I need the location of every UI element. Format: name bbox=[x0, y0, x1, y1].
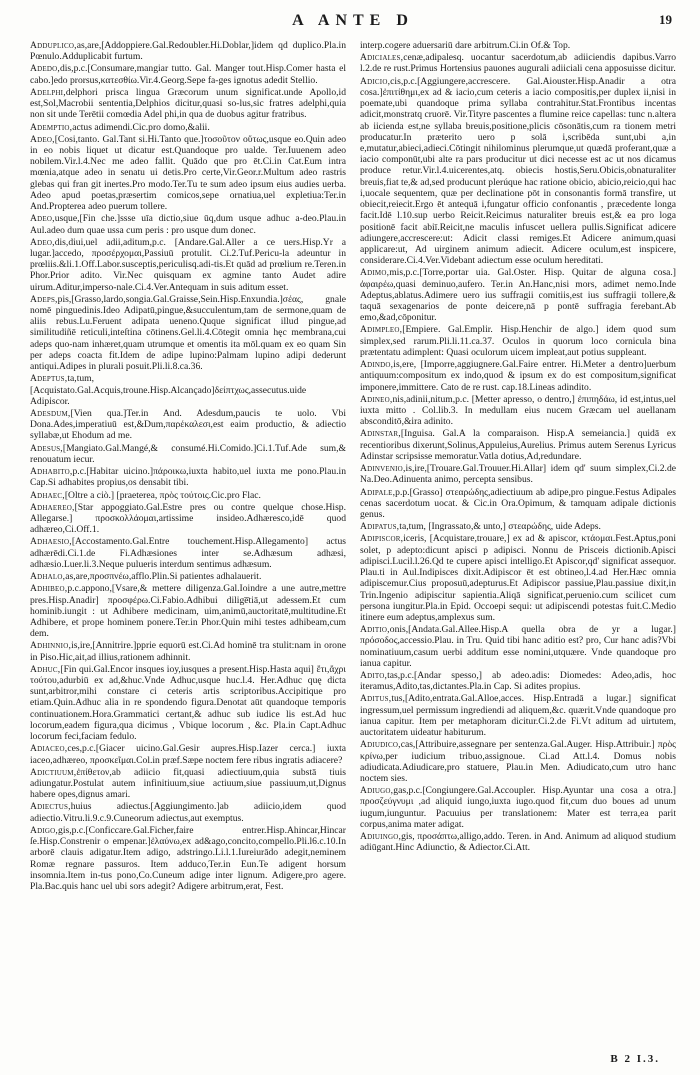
entry-headword: Adedo, bbox=[30, 63, 60, 75]
dictionary-entry bbox=[360, 76, 676, 267]
entry-text: dis,diui,uel adii,aditum,p.c. [Andare.Gal.Aller a ce uers.Hisp.Yr a lugar.]accedo, προσέρχομαι,Passiuū protulit. Ci.2.Tuf.Pericu-la adeuntur in prœliis.&li.1.Off.Labor.susceptis,periculisq.adi-tis.Et quād ad prœlium re.Teren.in Phor.Prior adito. Vir.Nec quisquam ex agmine tanto Audet adire uirum.Aditur,imperso-nale.Ci.4.Ver.Antequam in suis aditum esset. bbox=[30, 236, 346, 293]
entry-headword: Aditus, bbox=[360, 693, 392, 705]
dictionary-entry bbox=[30, 490, 346, 501]
dictionary-entry bbox=[360, 267, 676, 323]
entry-headword: Adiudico, bbox=[360, 739, 401, 751]
entry-headword: Adeptus, bbox=[30, 373, 68, 385]
entry-headword: Adicio, bbox=[360, 75, 391, 87]
dictionary-entry bbox=[360, 624, 676, 669]
dictionary-entry bbox=[30, 571, 346, 582]
entry-headword: Adiuingo, bbox=[360, 831, 402, 843]
entry-text: gas,p.c.[Congiungere.Gal.Accoupler. Hisp.Ayuntar una cosa a otra.] προσζεύγνυμι ,ad aliquid iungo,iuxta iugo.quod fit,cum duo boues ad unum iugum,iunguntur. Pacuuius per translationem: Mater est terra,ea parit corpus,anima mater adigat. bbox=[360, 785, 676, 830]
entry-headword: Adhuc, bbox=[30, 663, 61, 675]
entry-headword: Adipatus, bbox=[360, 521, 400, 533]
entry-headword: Adhinnio, bbox=[30, 640, 72, 652]
entry-headword: Adhaereo, bbox=[30, 501, 75, 513]
entry-headword: Adiugo, bbox=[360, 785, 394, 797]
entry-text: pis,[Grasso,lardo,songia.Gal.Graisse,Sein.Hisp.Enxundia.]σέας, gnale nomē pinguedinis.Ideo Adipatū,pingue,&succulentum,tam de sermone,quam de aliis rebus.Lu.Feruent adipata ueneno.Quque significat illud pingue,ad similitudiñē reticuli,inteſtina cōtinens.Gel.li.4.Cōtegit omnia hęc membrana,cui adeps quo-nam inhæret,quam utrumque et omentis ita mōl.quam ex eo quam Sin per adeps coacta fit.Idem de adipe lupino:Palmam lupino adipi dederunt antiqui.Adipes in plurali posuit.Pli.li.8.ca.36. bbox=[30, 293, 346, 373]
entry-headword: Aditio, bbox=[360, 624, 390, 636]
dictionary-entry bbox=[30, 443, 346, 465]
signature-mark: B 2 I.3. bbox=[610, 1053, 660, 1065]
entry-text: [Star appoggiato.Gal.Estre pres ou contre quelque chose.Hisp. Allegarse.] προσκολλάομαι,artissime insideo.Adhæresco,idē quod adhæreo,Ci.Off.1. bbox=[30, 501, 346, 536]
entry-text: as,are,[Addoppiere.Gal.Redoubler.Hi.Doblar,]idem qd duplico.Pla.in Pœnulo.Adduplicabit furtum. bbox=[30, 40, 346, 63]
entry-headword: Adinstar, bbox=[360, 428, 401, 440]
entry-text: p.p.[Grasso] στεαρώδης,adiectiuum ab adipe,pro pingue.Festus Adipales cenas sacerdotum uocat. & Cic.in Ora.Opimum, & tamquam adipale dictionis genus. bbox=[360, 486, 676, 520]
entry-headword: Adhabito, bbox=[30, 466, 73, 478]
dictionary-entry bbox=[30, 237, 346, 293]
dictionary-entry bbox=[30, 63, 346, 85]
dictionary-entry bbox=[30, 743, 346, 765]
dictionary-entry bbox=[360, 487, 676, 521]
entry-headword: Adhaec, bbox=[30, 489, 65, 501]
entry-text: [Fin qui.Gal.Encor insques ioy,iusques a present.Hisp.Hasta aqui] ἔτι,ἄχρι τούτου,adurbiū ex ad,&huc.Vnde Adhuc,usque huc.l.4. Her.Adhuc quę dicta sunt,arbitror,mihi constare ci ceteris artis scriptoribus.Accipitique pro etiam.Quin.Adhuc alia in re spondendo figura.Denotat aūt quandoque temporis continuationem.Hora.Grammatici certant,& adhuc sub iudice lis est.Ad huc locorum,eadem figura,qua dicimus , Vbique locorum , &c. Pla.in Capt.Adhuc locorum feci,faciam fedulo. bbox=[30, 663, 346, 743]
dictionary-entry bbox=[30, 502, 346, 536]
dictionary-entry bbox=[30, 40, 346, 62]
dictionary-entry bbox=[30, 664, 346, 743]
entry-headword: Adhalo, bbox=[30, 571, 66, 583]
dictionary-entry bbox=[360, 463, 676, 485]
entry-text: [Vien qua.]Ter.in And. Adesdum,paucis te uolo. Vbi Dona.Ades,imperatiuū est,&Dum,παρέκαλεσι,est eaim productio, & adiectio syllabæ,ut Ehodum ad me. bbox=[30, 408, 346, 442]
dictionary-entry bbox=[30, 373, 346, 407]
entry-text: nis,adinii,nitum,p.c. [Metter apresso, o dentro,] ἐπιπηδάω, id est,intus,uel iuxta mitto . Col.lib.3. In medullam eius nucem Græcam uel auellanam absconditō,&ira adinito. bbox=[360, 393, 676, 428]
dictionary-entry bbox=[360, 533, 676, 623]
dictionary-entry bbox=[30, 134, 346, 213]
entry-text: tus,[Adito,entrata.Gal.Alloe,acces. Hisp.Entradā a lugar.] significat ingressum,uel permissum ingrediendi ad aliquem,&c. quærit.Vnde quandoque pro ianua capitur. Item per metaphoram dicitur.Ci.2.de Fi.Vt aditum ad uirtutem, auctoritatem uideatur habiturum. bbox=[360, 693, 676, 739]
dictionary-entry bbox=[30, 801, 346, 823]
entry-headword: Adindo, bbox=[360, 359, 394, 371]
entry-headword: Adinvenio, bbox=[360, 463, 406, 475]
dictionary-entry bbox=[360, 521, 676, 532]
entry-headword: Adeps, bbox=[30, 293, 58, 305]
entry-text: [Empiere. Gal.Emplir. Hisp.Henchir de algo.] idem quod sum simplex,sed rarum.Pli.li.11.ca.37. Oculos in quorum loco cornicula bina prætentatu adimplent: Quasi oculorum uicem impleat,aut potius suppleant. bbox=[360, 324, 676, 358]
dictionary-entry bbox=[30, 536, 346, 570]
dictionary-entry bbox=[360, 693, 676, 738]
entry-headword: Adeo, bbox=[30, 213, 55, 225]
entry-headword: Adeo, bbox=[30, 133, 55, 145]
entry-text: is,ire,[Trouare.Gal.Trouuer.Hi.Allar] idem qd' suum simplex,Ci.2.de Na.Deo.Adinuenta animo, percepta sensibus. bbox=[360, 463, 676, 486]
entry-text: p.c.appono,[Vsare,& mettere diligenza.Gal.Ioindre a une autre,mettre pres.Hisp.Anadir] προσφέρω.Ci.Fabio.Adhibui dilige̅tiā,ut adessem.Et cum hominib.iungit : ut Adhibere medicinam, uim,animū,auctoritatē,multitudine.Et Adhibere, et prope hominem ponere.Ter.in Phor.Quin mihi testes adhibeam,cum dem. bbox=[30, 583, 346, 640]
entry-text: ces,p.c.[Giacer uicino.Gal.Gesir aupres.Hisp.Iazer cerca.] iuxta iaceo,adhæreo, προσκεῖμαι.Col.in præf.Sæpe noctem fere ribus ingratis adiacere? bbox=[30, 743, 346, 766]
entry-text: cas,[Attribuire,assegnare per sentenza.Gal.Auger. Hisp.Attribuir.] πρὸς κρίνω,per iudicium tribuo,assignoue. Ci.ad Att.l.4. Domus nobis adiudicata.Adiudicare,pro statuere, Plau.in Men. Adiudicato,cum utro hanc noctem sies. bbox=[360, 739, 676, 784]
dictionary-entry bbox=[360, 324, 676, 358]
dictionary-entry bbox=[360, 831, 676, 853]
entry-text: ta,tum,[Acquistato.Gal.Acquis,troune.Hisp.Alcançado]δείπτχως,assecutus.uide Adipiscor. bbox=[30, 373, 307, 407]
entry-headword: Adeo, bbox=[30, 236, 55, 248]
dictionary-entry bbox=[30, 767, 346, 801]
dictionary-entry bbox=[30, 87, 346, 121]
entry-text: [Accostamento.Gal.Entre touchement.Hisp.Allegamento] actus adhærēdi.Ci.1.de Fi.Adhæsiones inter se.Adhæsum adhæsi, adhæsio.Luer.li.3.Neque pulueris interdum sentimus adhæsum. bbox=[30, 536, 346, 570]
dictionary-entry bbox=[30, 640, 346, 662]
entry-headword: Adigo, bbox=[30, 824, 59, 836]
entry-text: usque,[Fin che.]ssse uīa dictio,siue ūq,dum usque adhuc a-deo.Plau.in Aul.adeo dum quae ussa cum peris : pro usque dum donec. bbox=[30, 213, 346, 236]
entry-text: actus adimendi.Cic.pro domo,&alii. bbox=[72, 121, 210, 133]
entry-text: gis,p.c.[Conficcare.Gal.Ficher,faire entrer.Hisp.Ahincar,Hincar ſe.Hisp.Constrenir o empenar.]ἐλαύνω,ex ad&ago,concito,compello.Pli.l6.c.10.In arborē clauis adigatur.Item adigo, adstringo.Li.l.1.Iureiurādo adegit,neminem Romæ regnare passuros. Item adduco,Ter.in Eun.Te adigent horsum insomnia.Item in-tus pono,Co.Cuneum adige inter lignum. Adigere,pro agere. Pla.Bac.quis hanc uel ubi sors adegit? Adigere arbitrum,erat, Fest. bbox=[30, 824, 346, 892]
dictionary-entry bbox=[360, 40, 676, 51]
page-number: 19 bbox=[659, 12, 672, 27]
entry-text: is,ere, [Imporre,aggiugnere.Gal.Faire entrer. Hi.Meter a dentro]uerbum antiquum:compositum ex indo,quod & ipsum ex do est compositum,significat imponere,immittere. Cato de re rust. cap.18.Lineas adindito. bbox=[360, 359, 676, 393]
entry-headword: Adipiscor, bbox=[360, 533, 404, 545]
entry-headword: Adictiuum, bbox=[30, 766, 77, 778]
dictionary-entry bbox=[360, 670, 676, 692]
entry-text: iceris, [Acquistare,trouare,] ex ad & apiscor, κτάομαι.Fest.Aptus,poni solet, p adepto:dicunt apisci p adipisci. Nonnu de Prisceis dictionib.Apisci adipisci.Lucil.l.26.Qd te cupere apisci intelligo.Et Apiscor,qd' significat assequor. Plau.ti in Aul.Indipisces dixit.Adipiscor ēt est obtineo,l.4.ad Her.Hæc omnia adipiscemur.Cius proposuū,adepturus.Et Adipiscor passiue,Plau.passiue dixit,in Trin.Ingenio adipiscitur sapientia.Aliqā significat,peruenio.cum scilicet cum persona iungitur.Pla.in Epid. Occoepi sequi: ut adipiscendi potestas fuit.C.Medio itinere eum adeptus,amplexus sum. bbox=[360, 533, 676, 623]
entry-text: gis, προσάπτω,alligo,addo. Teren. in And. Animum ad aliquod studium adiūgant.Hinc Adiunctio, & Adiector.Ci.Att. bbox=[360, 831, 676, 854]
dictionary-entry bbox=[360, 359, 676, 393]
entry-text: delphori prisca lingua Græcorum unum significat.unde Apollo,id est,Sol,Macrobii sententia,Delphios dicitur,quasi so-lus,sic fratres adelphi,quia non sit unde Terētii comœdia Adel phi,in qua de duobus agitur fratribus. bbox=[30, 86, 346, 121]
entry-text: is,ire,[Annitrire.]pprie equorū est.Ci.Ad hominē tra stulit:nam in orone in Piso.Hic,ait,ad illius,rationem adhinnit. bbox=[30, 640, 346, 663]
entry-headword: Adito, bbox=[360, 670, 388, 682]
entry-text: [Oltre a ciò.] [praeterea, πρὸς τούτοις.Cic.pro Flac. bbox=[64, 489, 261, 501]
entry-headword: Adhaesio, bbox=[30, 536, 72, 548]
entry-text: onis,[Andata.Gal.Allee.Hisp.A quella obra de yr a lugar.] πρόσοδος,accessio.Plau. in Tru. Quid tibi hanc aditio est? pro, Cur hanc adis?Vbi nominatiuum,casum uerbi additum esse nomini,utquære. Vnde quandoque pro ianua capitur. bbox=[360, 624, 676, 669]
entry-text: ta,tum, [Ingrassato,& unto,] στεαρώδης, uide Adeps. bbox=[399, 521, 601, 533]
dictionary-entry bbox=[360, 394, 676, 428]
entry-headword: Adimpleo, bbox=[360, 324, 403, 336]
entry-headword: Adiectus, bbox=[30, 801, 71, 813]
dictionary-entry bbox=[30, 583, 346, 639]
two-column-body bbox=[30, 40, 676, 1050]
entry-text: ἐπίθετον,ab adiicio fit,quasi adiectiuum,quia substā tiuis adiungatur.Postulat autem infinitiuum,siue actiuum,siue passiuum,ut,Dignus habere opes,dignus amari. bbox=[30, 766, 346, 801]
entry-headword: Adiciales, bbox=[360, 52, 404, 64]
entry-headword: Ademptio, bbox=[30, 121, 73, 133]
dictionary-entry bbox=[30, 213, 346, 235]
dictionary-entry bbox=[360, 739, 676, 784]
dictionary-entry bbox=[30, 825, 346, 892]
entry-text: interp.cogere aduersariū dare arbitrum.Ci.in Of.& Top. bbox=[360, 40, 571, 51]
entry-text: [Inguisa. Gal.A la comparaison. Hisp.A semeiancia.] quidā ex recentioribus dixerunt,Solinus,Appuleius,Aurelius. Primus autem Serenus Lyricus Adinstar scripsisse memoratur.Vatla dotius,Ad,redundare. bbox=[360, 428, 676, 462]
entry-text: [Mangiato.Gal.Mangé,& consumé.Hi.Comido.]Ci.1.Tuf.Ade sum,& renouatum iecur. bbox=[30, 442, 346, 465]
dictionary-entry bbox=[30, 466, 346, 488]
entry-text: mis,p.c.[Torre,portar uia. Gal.Oster. Hisp. Quitar de alguna cosa.] ἀφαιρέω,quasi deminuo,aufero. Ter.in An.Hanc,nisi mors, adimet nemo.Inde Adeptus,ablatus.Adimere uero ius suffragii comitiis,est ius suffragii tollere,& taquā sexagenarios de ponte deicere,nā p pontē suffragia ferebant.Ab emo,&ad,cōponitur. bbox=[360, 267, 676, 324]
right-column bbox=[360, 40, 676, 1050]
entry-text: tas,p.c.[Andar spesso,] ab adeo.adis: Diomedes: Adeo,adis, hoc iteramus,Adito,tas,dictantes.Pla.in Cap. Si adites propius. bbox=[360, 670, 676, 693]
dictionary-entry bbox=[30, 408, 346, 442]
entry-headword: Adhibeo, bbox=[30, 583, 68, 595]
entry-text: [Cosi,tanto. Gal.Tant si.Hi.Tanto que.]τοσοῦτον οὕτως,usque eo.Quin adeo in eo nobis liquet ut dicatur est.Quandoque pro ualde. Ter.Iuuenem adeo nobilem.Vir.l.4.Nec me adeo fallit. Quādo que pro ēt.Ci.in Cat.Eum intra mœnia,atque adeo in senatu ui detis.Pro certe,Vir.Geor.r.Multum adeo rastris glebas qui fran git inertes.Pro modo.Ter.Tu te sum adeo ipsum eius audies uerba. Adeo apud poetas,præsertim comicos,sepe ornatiua,uel expletiua:Ter.in And.Propterea adeo puerum tollere. bbox=[30, 133, 346, 213]
entry-headword: Adelphi, bbox=[30, 86, 66, 98]
entry-text: cenæ,adipalesq. uocantur sacerdotum,ab adiiciendis dapibus.Varro l.2.de re rust.Primus Hortensius pauones augurali adiiciali cena apposuisse dicitur. bbox=[360, 52, 676, 75]
dictionary-entry bbox=[360, 428, 676, 462]
left-column bbox=[30, 40, 346, 1050]
entry-text: dis,p.c.[Consumare,mangiar tutto. Gal. Manger tout.Hisp.Comer hasta el cabo.]edo prorsus,κατεσθίω.Vir.4.Georg.Sepe fa-ges ignotus adedit Stellio. bbox=[30, 63, 346, 86]
page-header bbox=[30, 10, 676, 36]
entry-headword: Adineo, bbox=[360, 393, 393, 405]
entry-text: as,are,προσπνέω,afflo.Plin.Si patientes adhalauerit. bbox=[65, 571, 262, 583]
entry-headword: Adimo, bbox=[360, 267, 390, 279]
dictionary-entry bbox=[360, 785, 676, 830]
entry-headword: Adesdum, bbox=[30, 408, 71, 419]
dictionary-entry bbox=[30, 122, 346, 133]
dictionary-entry bbox=[360, 52, 676, 74]
entry-text: p.c.[Habitar uicino.]πάροικω,iuxta habito,uel iuxta me pono.Plau.in Cap.Si adhabites propius,os densabit tibi. bbox=[30, 466, 346, 489]
entry-headword: Adipale, bbox=[360, 486, 396, 498]
entry-text: cis,p.c.[Aggiungere,accrescere. Gal.Aiouster.Hisp.Anadir a otra cosa.]ἐπιτίθημι,ex ad & iacio,cum ceteris a iacio compositis,per duplex ii,nisi in poemate,ubi quandoque prima syllaba contrahitur.Stat.Frontibus incentas adicit,monstratq cruorē. Vir.Tityre pascentes a flumine reice capellas: tunc n.altera ab iicienda est,ne syllaba breuis,positione,plicis cōsonātis,cum ra tionem metri producatur.In præterito uero p solā i,scribēda sunt,ubi a,in e,mutatur,abieci,adieci.Cōtingit nihilominus plerumque,ut quædā proferant,quæ a iacio componūt,ubi alte ra pars producitur ut dici necesse est ac ut nos dicamus produce retur.Vir.l.4.uicerentes,atq. obiecis hostis,Seru.Obicis,obnaturaliter breuis,fiat te,& ad,sed producunt plerúque hac ratione obicio, abicio,reicio,qui hac i,uocale sequentem, quæ per declinatione pōt in consonantis formā transfire, ut obiecit,reiecit.Ergo ēt antequā i,fungatur officio confonantis , præcedente longa facit.Idē l.10.sup uerbo Reicit.Reicimus naturaliter breuis est,& ea pro loga positionē facit abiī.Reicit,ne maculis infuscet uellera pullis.Significat adicere adiungere,accrescere:ut: Adicit classi remiges.Et Adicere animum,quasi applicare:ut, Ad uirginem animum adiecit. Adicere oculum,est inspicere, considerare.Ci.4.Ver.Videbant adiectum esse oculum hereditati. bbox=[360, 75, 676, 267]
entry-text: huius adiectus.[Aggiungimento.]ab adiicio,idem quod adiectio.Vitru.li.9.c.9.Cuneorum adiectus,aut exemptus. bbox=[30, 801, 346, 824]
running-head: A ANTE D bbox=[292, 12, 414, 29]
entry-headword: Adduplico, bbox=[30, 40, 77, 51]
entry-headword: Adesus, bbox=[30, 442, 63, 454]
dictionary-entry bbox=[30, 294, 346, 373]
entry-headword: Adiaceo, bbox=[30, 743, 68, 755]
